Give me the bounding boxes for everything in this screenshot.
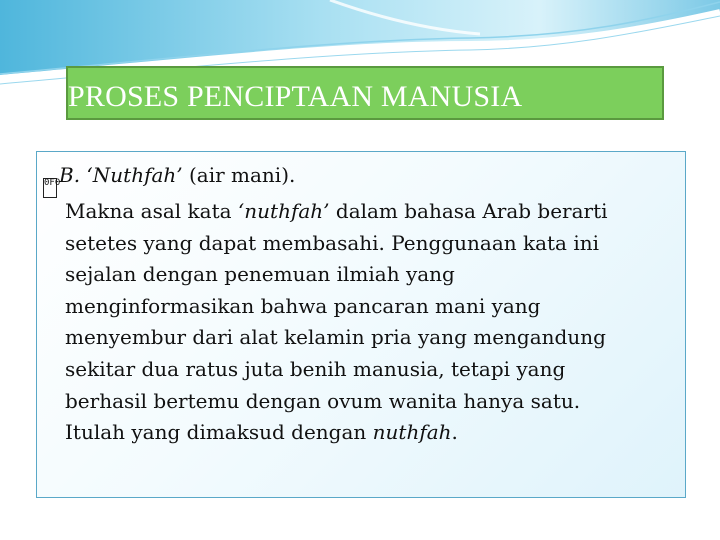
title-box — [66, 66, 664, 120]
heading-label-italic: B. ‘Nuthfah’ — [59, 163, 183, 187]
body-line-5: menyembur dari alat kelamin pria yang mengandung — [65, 325, 606, 350]
missing-glyph-icon: 0F0 — [43, 178, 57, 198]
body-text: dalam bahasa Arab berarti — [329, 199, 608, 223]
body-line-2: setetes yang dapat membasahi. Penggunaan kata ini — [65, 230, 600, 255]
body-term-italic: ‘nuthfah’ — [237, 199, 330, 223]
body-paragraph — [65, 196, 608, 449]
body-line-4: menginformasikan bahwa pancaran mani yang — [65, 293, 541, 318]
section-heading — [43, 162, 295, 198]
body-text: . — [451, 420, 458, 445]
content-box — [36, 151, 686, 498]
body-line-3: sejalan dengan penemuan ilmiah yang — [65, 262, 455, 287]
body-text: Itulah yang dimaksud dengan — [65, 420, 373, 445]
body-text: Makna asal kata — [65, 199, 238, 223]
body-term-italic: nuthfah — [372, 420, 452, 445]
heading-label-rest: (air mani). — [182, 163, 296, 187]
body-line-1 — [65, 196, 608, 228]
slide-title: PROSES PENCIPTAAN MANUSIA — [68, 80, 523, 113]
body-line-6: sekitar dua ratus juta benih manusia, tetapi yang — [65, 356, 566, 381]
body-line-7: berhasil bertemu dengan ovum wanita hanya satu. — [65, 388, 581, 413]
body-line-8 — [65, 417, 608, 449]
